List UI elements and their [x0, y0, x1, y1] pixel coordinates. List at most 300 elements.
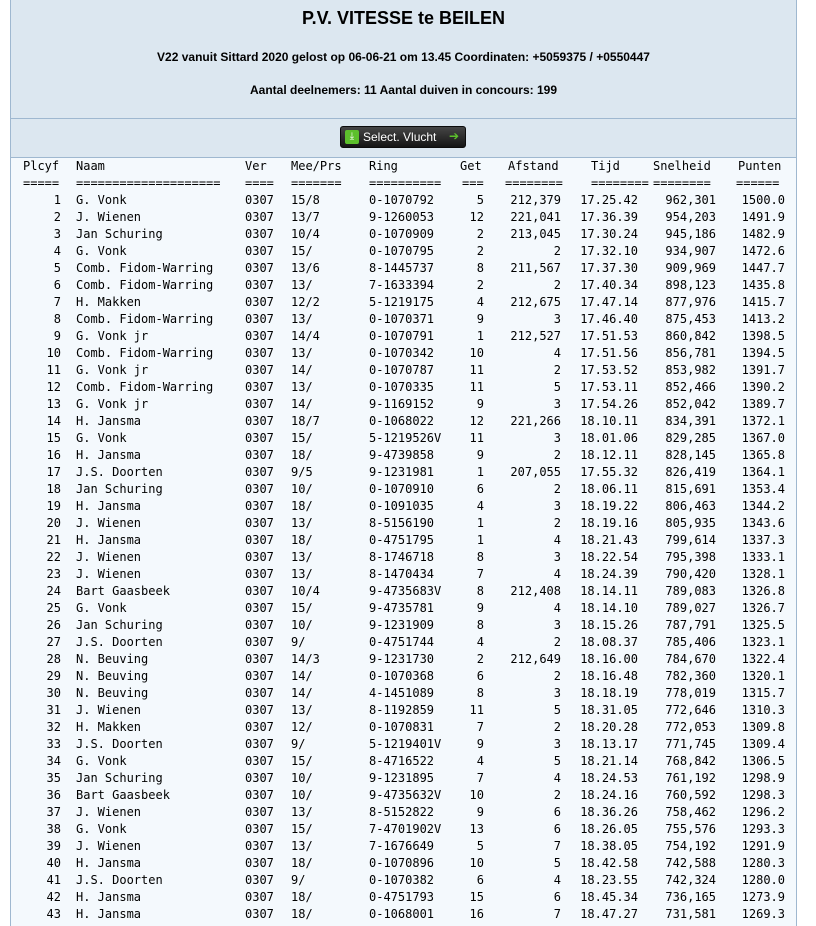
cell-snelheid: 826,419: [665, 465, 716, 479]
cell-tijd: 17.36.39: [580, 210, 638, 224]
cell-ring: 8-1192859: [369, 703, 435, 717]
cell-snelheid: 782,360: [665, 669, 716, 683]
cell-afstand: 5: [553, 754, 561, 768]
cell-ring: 0-1068022: [369, 414, 435, 428]
cell-afstand: 212,649: [510, 652, 561, 666]
cell-get: 10: [469, 788, 484, 802]
cell-snelheid: 758,462: [665, 805, 716, 819]
cell-snelheid: 760,592: [665, 788, 716, 802]
cell-tijd: 18.13.17: [580, 737, 638, 751]
cell-ver: 0307: [245, 635, 274, 649]
column-header-mee-prs: Mee/Prs: [291, 159, 342, 173]
cell-tijd: 18.21.14: [580, 754, 638, 768]
cell-mee-prs: 9/: [291, 737, 306, 751]
cell-punten: 1326.7: [741, 601, 785, 615]
cell-naam: Comb. Fidom-Warring: [76, 380, 214, 394]
cell-get: 15: [469, 890, 484, 904]
cell-get: 6: [476, 482, 484, 496]
cell-snelheid: 795,398: [665, 550, 716, 564]
cell-ring: 0-1068001: [369, 907, 435, 921]
cell-tijd: 17.40.34: [580, 278, 638, 292]
cell-get: 6: [476, 873, 484, 887]
cell-punten: 1328.1: [741, 567, 785, 581]
cell-plcyf: 43: [46, 907, 61, 921]
table-row: [11, 260, 796, 277]
cell-punten: 1435.8: [741, 278, 785, 292]
cell-ver: 0307: [245, 533, 274, 547]
cell-naam: H. Jansma: [76, 499, 142, 513]
cell-ring: 8-5152822: [369, 805, 435, 819]
cell-snelheid: 789,027: [665, 601, 716, 615]
cell-punten: 1296.2: [741, 805, 785, 819]
cell-ring: 9-1260053: [369, 210, 435, 224]
cell-ring: 0-1070382: [369, 873, 435, 887]
cell-naam: J. Wienen: [76, 805, 142, 819]
table-row: [11, 294, 796, 311]
cell-ver: 0307: [245, 907, 274, 921]
cell-ver: 0307: [245, 431, 274, 445]
cell-afstand: 2: [553, 635, 561, 649]
cell-ring: 8-1746718: [369, 550, 435, 564]
table-row: [11, 855, 796, 872]
cell-afstand: 221,041: [510, 210, 561, 224]
table-row: [11, 583, 796, 600]
cell-afstand: 4: [553, 567, 561, 581]
cell-naam: J.S. Doorten: [76, 635, 163, 649]
cell-plcyf: 18: [46, 482, 61, 496]
cell-tijd: 18.23.55: [580, 873, 638, 887]
cell-plcyf: 27: [46, 635, 61, 649]
table-row: [11, 328, 796, 345]
cell-afstand: 6: [553, 890, 561, 904]
cell-punten: 1291.9: [741, 839, 785, 853]
cell-tijd: 18.38.05: [580, 839, 638, 853]
cell-naam: Jan Schuring: [76, 771, 163, 785]
cell-plcyf: 37: [46, 805, 61, 819]
table-row: [11, 634, 796, 651]
cell-tijd: 17.51.53: [580, 329, 638, 343]
separator-get: ===: [462, 176, 484, 190]
cell-ver: 0307: [245, 414, 274, 428]
cell-snelheid: 790,420: [665, 567, 716, 581]
cell-afstand: 212,527: [510, 329, 561, 343]
cell-get: 9: [476, 601, 484, 615]
cell-get: 8: [476, 618, 484, 632]
table-row: [11, 396, 796, 413]
cell-ver: 0307: [245, 278, 274, 292]
cell-afstand: 212,379: [510, 193, 561, 207]
cell-plcyf: 2: [53, 210, 61, 224]
table-row: [11, 481, 796, 498]
cell-afstand: 3: [553, 312, 561, 326]
cell-naam: Comb. Fidom-Warring: [76, 346, 214, 360]
cell-mee-prs: 14/: [291, 397, 313, 411]
cell-afstand: 3: [553, 618, 561, 632]
cell-afstand: 221,266: [510, 414, 561, 428]
table-row: [11, 668, 796, 685]
results-header: [11, 0, 796, 119]
table-row: [11, 719, 796, 736]
cell-snelheid: 852,042: [665, 397, 716, 411]
cell-plcyf: 42: [46, 890, 61, 904]
cell-mee-prs: 9/: [291, 873, 306, 887]
table-row: [11, 651, 796, 668]
cell-get: 9: [476, 805, 484, 819]
cell-ver: 0307: [245, 346, 274, 360]
cell-naam: J.S. Doorten: [76, 873, 163, 887]
cell-mee-prs: 9/: [291, 635, 306, 649]
cell-mee-prs: 13/: [291, 567, 313, 581]
cell-mee-prs: 13/: [291, 516, 313, 530]
cell-plcyf: 29: [46, 669, 61, 683]
cell-mee-prs: 13/: [291, 703, 313, 717]
cell-ring: 0-1070910: [369, 482, 435, 496]
cell-get: 7: [476, 720, 484, 734]
cell-tijd: 18.22.54: [580, 550, 638, 564]
cell-tijd: 17.32.10: [580, 244, 638, 258]
cell-tijd: 18.24.16: [580, 788, 638, 802]
cell-naam: J. Wienen: [76, 839, 142, 853]
cell-naam: H. Jansma: [76, 448, 142, 462]
cell-punten: 1344.2: [741, 499, 785, 513]
cell-mee-prs: 15/: [291, 822, 313, 836]
cell-tijd: 18.36.26: [580, 805, 638, 819]
cell-punten: 1394.5: [741, 346, 785, 360]
cell-snelheid: 860,842: [665, 329, 716, 343]
cell-tijd: 18.26.05: [580, 822, 638, 836]
cell-snelheid: 785,406: [665, 635, 716, 649]
cell-naam: G. Vonk jr: [76, 329, 149, 343]
cell-tijd: 18.15.26: [580, 618, 638, 632]
cell-naam: Jan Schuring: [76, 618, 163, 632]
column-header-ver: Ver: [245, 159, 267, 173]
cell-ver: 0307: [245, 261, 274, 275]
results-frame: [10, 0, 797, 926]
cell-ring: 0-1070795: [369, 244, 435, 258]
cell-ver: 0307: [245, 584, 274, 598]
table-row: [11, 345, 796, 362]
cell-snelheid: 909,969: [665, 261, 716, 275]
cell-get: 12: [469, 210, 484, 224]
cell-ring: 0-4751793: [369, 890, 435, 904]
table-row: [11, 702, 796, 719]
separator-ver: ====: [245, 176, 274, 190]
cell-mee-prs: 13/6: [291, 261, 320, 275]
cell-naam: N. Beuving: [76, 669, 149, 683]
cell-ver: 0307: [245, 652, 274, 666]
cell-get: 8: [476, 261, 484, 275]
cell-plcyf: 20: [46, 516, 61, 530]
cell-naam: J. Wienen: [76, 516, 142, 530]
cell-naam: G. Vonk: [76, 193, 127, 207]
cell-punten: 1320.1: [741, 669, 785, 683]
cell-get: 11: [469, 363, 484, 377]
cell-punten: 1390.2: [741, 380, 785, 394]
cell-afstand: 4: [553, 873, 561, 887]
cell-afstand: 211,567: [510, 261, 561, 275]
cell-ring: 8-5156190: [369, 516, 435, 530]
cell-afstand: 3: [553, 550, 561, 564]
cell-snelheid: 761,192: [665, 771, 716, 785]
cell-get: 11: [469, 703, 484, 717]
page-title: P.V. VITESSE te BEILEN: [301, 8, 506, 28]
cell-snelheid: 852,466: [665, 380, 716, 394]
cell-plcyf: 24: [46, 584, 61, 598]
cell-naam: J. Wienen: [76, 703, 142, 717]
cell-naam: J.S. Doorten: [76, 737, 163, 751]
cell-mee-prs: 14/: [291, 686, 313, 700]
cell-snelheid: 731,581: [665, 907, 716, 921]
cell-plcyf: 3: [53, 227, 61, 241]
cell-plcyf: 13: [46, 397, 61, 411]
cell-tijd: 17.51.56: [580, 346, 638, 360]
cell-naam: Bart Gaasbeek: [76, 788, 170, 802]
cell-ver: 0307: [245, 601, 274, 615]
cell-tijd: 17.55.32: [580, 465, 638, 479]
cell-plcyf: 36: [46, 788, 61, 802]
cell-punten: 1343.6: [741, 516, 785, 530]
cell-afstand: 2: [553, 244, 561, 258]
cell-snelheid: 954,203: [665, 210, 716, 224]
cell-tijd: 17.46.40: [580, 312, 638, 326]
cell-tijd: 17.53.11: [580, 380, 638, 394]
table-row: [11, 838, 796, 855]
cell-mee-prs: 18/: [291, 856, 313, 870]
cell-snelheid: 772,646: [665, 703, 716, 717]
cell-ring: 8-4716522: [369, 754, 435, 768]
cell-naam: G. Vonk: [76, 431, 127, 445]
cell-punten: 1280.3: [741, 856, 785, 870]
cell-ver: 0307: [245, 363, 274, 377]
cell-snelheid: 768,842: [665, 754, 716, 768]
cell-get: 8: [476, 584, 484, 598]
cell-afstand: 2: [553, 363, 561, 377]
cell-snelheid: 898,123: [665, 278, 716, 292]
cell-plcyf: 31: [46, 703, 61, 717]
cell-get: 9: [476, 448, 484, 462]
cell-afstand: 212,675: [510, 295, 561, 309]
cell-plcyf: 23: [46, 567, 61, 581]
cell-afstand: 6: [553, 805, 561, 819]
cell-snelheid: 787,791: [665, 618, 716, 632]
cell-ring: 4-1451089: [369, 686, 435, 700]
cell-ver: 0307: [245, 516, 274, 530]
cell-snelheid: 755,576: [665, 822, 716, 836]
cell-naam: G. Vonk: [76, 244, 127, 258]
cell-afstand: 4: [553, 601, 561, 615]
cell-afstand: 7: [553, 839, 561, 853]
cell-ver: 0307: [245, 210, 274, 224]
cell-afstand: 5: [553, 703, 561, 717]
cell-get: 5: [476, 193, 484, 207]
cell-mee-prs: 13/: [291, 839, 313, 853]
cell-afstand: 6: [553, 822, 561, 836]
cell-ring: 8-1470434: [369, 567, 435, 581]
cell-get: 11: [469, 380, 484, 394]
cell-snelheid: 805,935: [665, 516, 716, 530]
cell-get: 8: [476, 686, 484, 700]
cell-snelheid: 875,453: [665, 312, 716, 326]
cell-plcyf: 11: [46, 363, 61, 377]
table-row: [11, 464, 796, 481]
cell-mee-prs: 13/: [291, 805, 313, 819]
cell-ver: 0307: [245, 380, 274, 394]
cell-mee-prs: 15/: [291, 601, 313, 615]
cell-punten: 1372.1: [741, 414, 785, 428]
cell-punten: 1500.0: [741, 193, 785, 207]
cell-afstand: 4: [553, 771, 561, 785]
cell-get: 2: [476, 278, 484, 292]
cell-naam: J. Wienen: [76, 567, 142, 581]
cell-naam: J.S. Doorten: [76, 465, 163, 479]
column-header-get: Get: [460, 159, 482, 173]
cell-snelheid: 784,670: [665, 652, 716, 666]
cell-mee-prs: 18/: [291, 907, 313, 921]
cell-mee-prs: 13/: [291, 312, 313, 326]
cell-mee-prs: 18/: [291, 499, 313, 513]
cell-snelheid: 934,907: [665, 244, 716, 258]
cell-snelheid: 742,324: [665, 873, 716, 887]
cell-mee-prs: 10/4: [291, 227, 320, 241]
cell-ver: 0307: [245, 754, 274, 768]
cell-plcyf: 39: [46, 839, 61, 853]
cell-plcyf: 12: [46, 380, 61, 394]
cell-naam: G. Vonk: [76, 754, 127, 768]
cell-naam: G. Vonk: [76, 601, 127, 615]
cell-get: 16: [469, 907, 484, 921]
cell-plcyf: 41: [46, 873, 61, 887]
cell-punten: 1306.5: [741, 754, 785, 768]
cell-ring: 5-1219401V: [369, 737, 442, 751]
cell-plcyf: 22: [46, 550, 61, 564]
cell-snelheid: 834,391: [665, 414, 716, 428]
cell-ver: 0307: [245, 397, 274, 411]
cell-snelheid: 799,614: [665, 533, 716, 547]
cell-tijd: 18.21.43: [580, 533, 638, 547]
cell-ring: 0-1070791: [369, 329, 435, 343]
cell-naam: Bart Gaasbeek: [76, 584, 170, 598]
table-row: [11, 515, 796, 532]
cell-punten: 1472.6: [741, 244, 785, 258]
cell-get: 4: [476, 635, 484, 649]
cell-get: 4: [476, 754, 484, 768]
cell-plcyf: 25: [46, 601, 61, 615]
cell-afstand: 212,408: [510, 584, 561, 598]
cell-plcyf: 28: [46, 652, 61, 666]
cell-tijd: 18.01.06: [580, 431, 638, 445]
cell-naam: J. Wienen: [76, 210, 142, 224]
cell-get: 2: [476, 652, 484, 666]
table-row: [11, 209, 796, 226]
cell-naam: H. Jansma: [76, 856, 142, 870]
cell-ring: 9-1231895: [369, 771, 435, 785]
separator-naam: ====================: [76, 176, 221, 190]
cell-mee-prs: 18/7: [291, 414, 320, 428]
cell-mee-prs: 14/: [291, 669, 313, 683]
table-row: [11, 277, 796, 294]
cell-ver: 0307: [245, 703, 274, 717]
column-header-plcyf: Plcyf: [23, 159, 60, 173]
cell-ring: 7-1676649: [369, 839, 435, 853]
table-row: [11, 430, 796, 447]
cell-punten: 1322.4: [741, 652, 785, 666]
cell-punten: 1391.7: [741, 363, 785, 377]
cell-punten: 1398.5: [741, 329, 785, 343]
cell-mee-prs: 10/: [291, 788, 313, 802]
cell-afstand: 207,055: [510, 465, 561, 479]
cell-tijd: 18.18.19: [580, 686, 638, 700]
separator-tijd: ========: [591, 176, 649, 190]
cell-naam: Comb. Fidom-Warring: [76, 278, 214, 292]
cell-punten: 1365.8: [741, 448, 785, 462]
cell-plcyf: 14: [46, 414, 61, 428]
table-row: [11, 549, 796, 566]
cell-plcyf: 5: [53, 261, 61, 275]
cell-ver: 0307: [245, 839, 274, 853]
select-flight-button[interactable]: [340, 126, 466, 148]
cell-afstand: 7: [553, 907, 561, 921]
cell-ring: 5-1219526V: [369, 431, 442, 445]
cell-get: 11: [469, 431, 484, 445]
cell-punten: 1364.1: [741, 465, 785, 479]
cell-ver: 0307: [245, 822, 274, 836]
cell-afstand: 3: [553, 431, 561, 445]
cell-mee-prs: 18/: [291, 890, 313, 904]
cell-naam: H. Jansma: [76, 533, 142, 547]
cell-tijd: 17.53.52: [580, 363, 638, 377]
cell-punten: 1309.8: [741, 720, 785, 734]
cell-snelheid: 736,165: [665, 890, 716, 904]
cell-ring: 9-4735683V: [369, 584, 442, 598]
cell-punten: 1269.3: [741, 907, 785, 921]
cell-naam: G. Vonk jr: [76, 397, 149, 411]
cell-snelheid: 806,463: [665, 499, 716, 513]
cell-plcyf: 9: [53, 329, 61, 343]
cell-afstand: 3: [553, 397, 561, 411]
cell-get: 10: [469, 346, 484, 360]
cell-afstand: 213,045: [510, 227, 561, 241]
table-row: [11, 685, 796, 702]
separator-punten: ======: [736, 176, 780, 190]
cell-plcyf: 16: [46, 448, 61, 462]
cell-ring: 0-1070896: [369, 856, 435, 870]
cell-naam: Comb. Fidom-Warring: [76, 261, 214, 275]
results-table: [11, 158, 796, 926]
cell-snelheid: 778,019: [665, 686, 716, 700]
cell-plcyf: 32: [46, 720, 61, 734]
cell-ver: 0307: [245, 771, 274, 785]
cell-mee-prs: 9/5: [291, 465, 313, 479]
cell-ring: 0-1070792: [369, 193, 435, 207]
cell-ver: 0307: [245, 295, 274, 309]
cell-get: 1: [476, 533, 484, 547]
cell-get: 1: [476, 329, 484, 343]
cell-tijd: 18.24.39: [580, 567, 638, 581]
table-row: [11, 566, 796, 583]
cell-afstand: 5: [553, 856, 561, 870]
cell-get: 5: [476, 839, 484, 853]
table-header-row: [11, 158, 796, 175]
cell-ver: 0307: [245, 788, 274, 802]
cell-mee-prs: 10/: [291, 771, 313, 785]
cell-tijd: 18.19.22: [580, 499, 638, 513]
cell-naam: N. Beuving: [76, 686, 149, 700]
cell-get: 4: [476, 295, 484, 309]
cell-snelheid: 815,691: [665, 482, 716, 496]
cell-punten: 1309.4: [741, 737, 785, 751]
cell-plcyf: 19: [46, 499, 61, 513]
cell-ring: 9-1231909: [369, 618, 435, 632]
